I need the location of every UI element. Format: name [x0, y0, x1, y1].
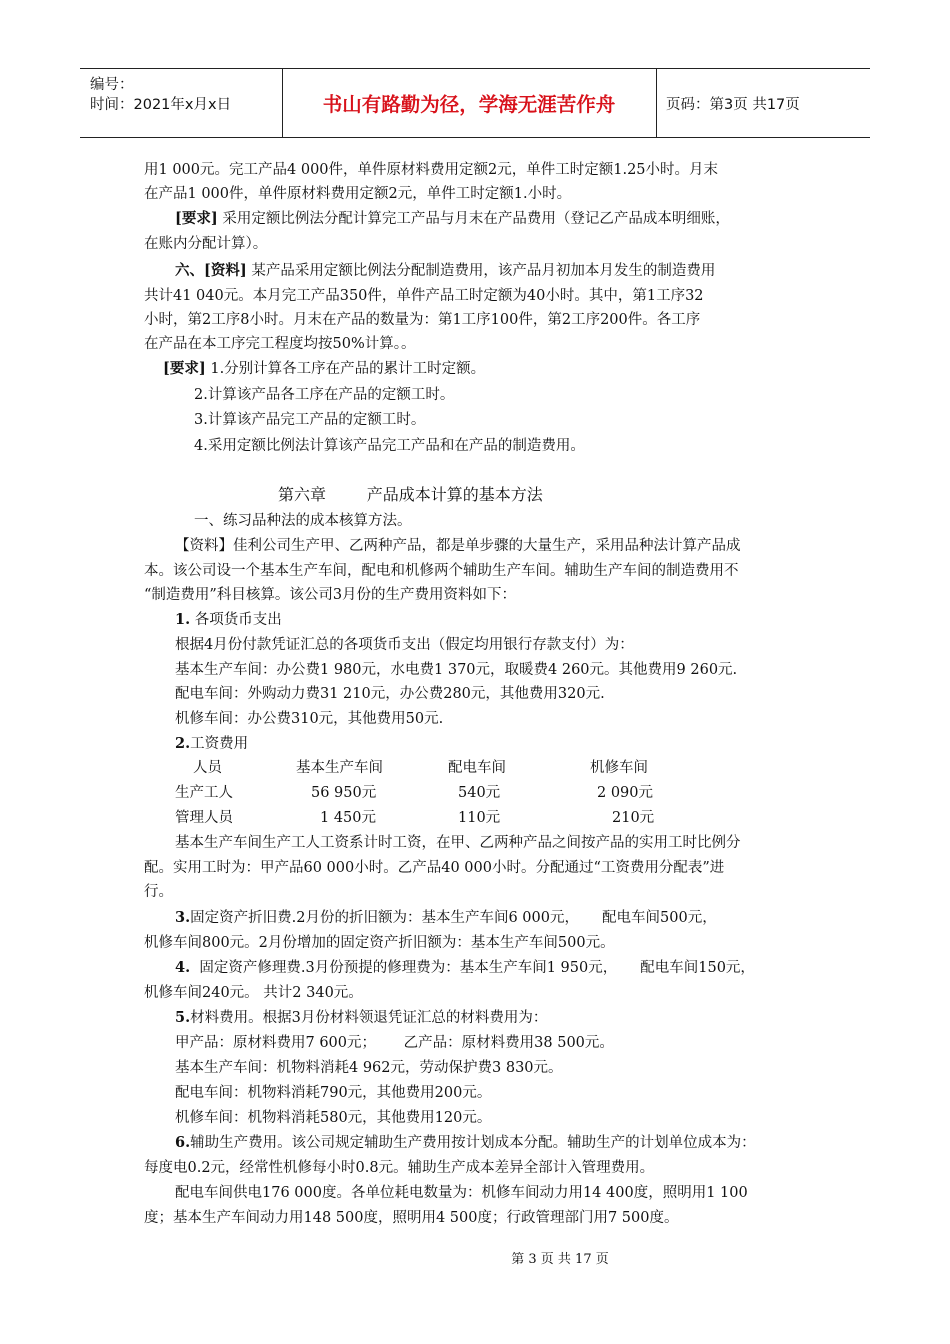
paragraph-line: 配电车间：机物料消耗790元，其他费用200元。 [175, 1085, 492, 1101]
header-motto: 书山有路勤为径，学海无涯苦作舟 [322, 93, 616, 116]
item-number: 6. [175, 1134, 191, 1151]
item-number: 3. [175, 909, 191, 926]
header-divider [656, 69, 657, 137]
table-cell: 管理人员 [175, 810, 233, 826]
table-cell: 110元 [458, 810, 501, 826]
header-meta [80, 69, 282, 137]
paragraph-line: 【资料】佳利公司生产甲、乙两种产品，都是单步骤的大量生产，采用品种法计算产品成 [175, 538, 741, 554]
paragraph-line: 甲产品：原材料费用7 600元； 乙产品：原材料费用38 500元。 [175, 1035, 614, 1051]
list-item [175, 1133, 756, 1153]
chapter-heading: 第六章 产品成本计算的基本方法 [278, 485, 543, 504]
paragraph-line: 配。实用工时为：甲产品60 000小时。乙产品40 000小时。分配通过“工资费用分配表”进 [144, 860, 725, 876]
page-header [80, 68, 870, 138]
paragraph-line: 根据4月份付款凭证汇总的各项货币支出（假定均用银行存款支付）为： [175, 637, 634, 653]
list-item [175, 1008, 547, 1028]
paragraph-text: 某产品采用定额比例法分配制造费用，该产品月初加本月发生的制造费用 [251, 263, 716, 279]
paragraph-line: 在产品在本工序完工程度均按50%计算。。 [144, 336, 416, 352]
paragraph-line: 机修车间800元。2月份增加的固定资产折旧额为：基本生产车间500元。 [144, 935, 615, 951]
table-header-cell: 基本生产车间 [296, 760, 383, 776]
paragraph-line: “制造费用”科目核算。该公司3月份的生产费用资料如下： [144, 587, 517, 603]
paragraph-line: 基本生产车间生产工人工资系计时工资，在甲、乙两种产品之间按产品的实用工时比例分 [175, 835, 741, 851]
paragraph-line: 配电车间供电176 000度。各单位耗电数量为：机修车间动力用14 400度，照明用1 100 [175, 1185, 748, 1201]
table-cell: 540元 [458, 785, 501, 801]
paragraph-text: 材料费用。根据3月份材料领退凭证汇总的材料费用为： [190, 1010, 548, 1026]
table-header-cell: 机修车间 [590, 760, 648, 776]
item-number: 5. [175, 1009, 191, 1026]
paragraph-line: 机修车间：办公费310元，其他费用50元. [175, 711, 444, 727]
table-cell: 210元 [612, 810, 655, 826]
paragraph-line: 行。 [144, 884, 173, 900]
list-item: 2.计算该产品各工序在产品的定额工时。 [194, 387, 455, 403]
list-item [175, 734, 248, 754]
paragraph-line: 机修车间：机物料消耗580元，其他费用120元。 [175, 1110, 492, 1126]
paragraph-line: 在账内分配计算）。 [144, 236, 268, 252]
paragraph-line: 基本生产车间：机物料消耗4 962元，劳动保护费3 830元。 [175, 1060, 563, 1076]
item-number: 2. [175, 735, 191, 752]
list-item: 4.采用定额比例法计算该产品完工产品和在产品的制造费用。 [194, 438, 585, 454]
paragraph-line: 每度电0.2元，经常性机修每小时0.8元。辅助生产成本差异全部计入管理费用。 [144, 1160, 655, 1176]
requirement-label: [要求] [163, 360, 206, 377]
list-item [175, 908, 717, 928]
section-heading: 一、练习品种法的成本核算方法。 [194, 513, 412, 529]
requirement-label: [要求] [175, 210, 218, 227]
paragraph-text: 各项货币支出 [194, 612, 282, 628]
date-label: 时间：2021年x月x日 [90, 97, 232, 113]
paragraph-text: 固定资产折旧费.2月份的折旧额为：基本生产车间6 000元， 配电车间500元， [190, 910, 717, 926]
table-cell: 1 450元 [320, 810, 377, 826]
table-header-cell: 人员 [193, 760, 222, 776]
list-item [175, 958, 755, 978]
paragraph-line: 配电车间：外购动力费31 210元，办公费280元，其他费用320元. [175, 686, 605, 702]
section-six-label: 六、[资料] [175, 262, 247, 279]
table-cell: 56 950元 [311, 785, 377, 801]
paragraph-text: 辅助生产费用。该公司规定辅助生产费用按计划成本分配。辅助生产的计划单位成本为： [190, 1135, 756, 1151]
paragraph-text: 采用定额比例法分配计算完工产品与月末在产品费用（登记乙产品成本明细账， [222, 211, 730, 227]
paragraph-line: 基本生产车间：办公费1 980元，水电费1 370元，取暖费4 260元。其他费用9 260元. [175, 662, 738, 678]
list-item: 3.计算该产品完工产品的定额工时。 [194, 412, 426, 428]
item-number: 4. [175, 959, 191, 976]
paragraph-text: 固定资产修理费.3月份预提的修理费为：基本生产车间1 950元， 配电车间150元， [199, 960, 755, 976]
paragraph-line [175, 261, 715, 281]
table-header-cell: 配电车间 [448, 760, 506, 776]
paragraph-text: 工资费用 [190, 736, 249, 752]
item-number: 1. [175, 611, 191, 628]
paragraph-line [175, 209, 730, 229]
paragraph-text: 1.分别计算各工序在产品的累计工时定额。 [210, 361, 486, 377]
paragraph-line: 用1 000元。完工产品4 000件，单件原材料费用定额2元，单件工时定额1.25小时。月末 [144, 162, 719, 178]
paragraph-line: 机修车间240元。 共计2 340元。 [144, 985, 363, 1001]
paragraph-line [163, 359, 485, 379]
paragraph-line: 在产品1 000件，单件原材料费用定额2元，单件工时定额1.小时。 [144, 186, 572, 202]
number-label: 编号： [90, 77, 134, 93]
table-cell: 生产工人 [175, 785, 233, 801]
list-item [175, 610, 282, 630]
page-footer: 第 3 页 共 17 页 [511, 1252, 609, 1267]
paragraph-line: 本。该公司设一个基本生产车间，配电和机修两个辅助生产车间。辅助生产车间的制造费用不 [144, 563, 739, 579]
paragraph-line: 小时，第2工序8小时。月末在产品的数量为：第1工序100件，第2工序200件。各工序 [144, 312, 701, 328]
table-cell: 2 090元 [597, 785, 654, 801]
paragraph-line: 共计41 040元。本月完工产品350件，单件产品工时定额为40小时。其中，第1工序32 [144, 288, 704, 304]
header-page-info: 页码：第3页 共17页 [666, 97, 800, 113]
paragraph-line: 度；基本生产车间动力用148 500度，照明用4 500度；行政管理部门用7 500度。 [144, 1210, 679, 1226]
